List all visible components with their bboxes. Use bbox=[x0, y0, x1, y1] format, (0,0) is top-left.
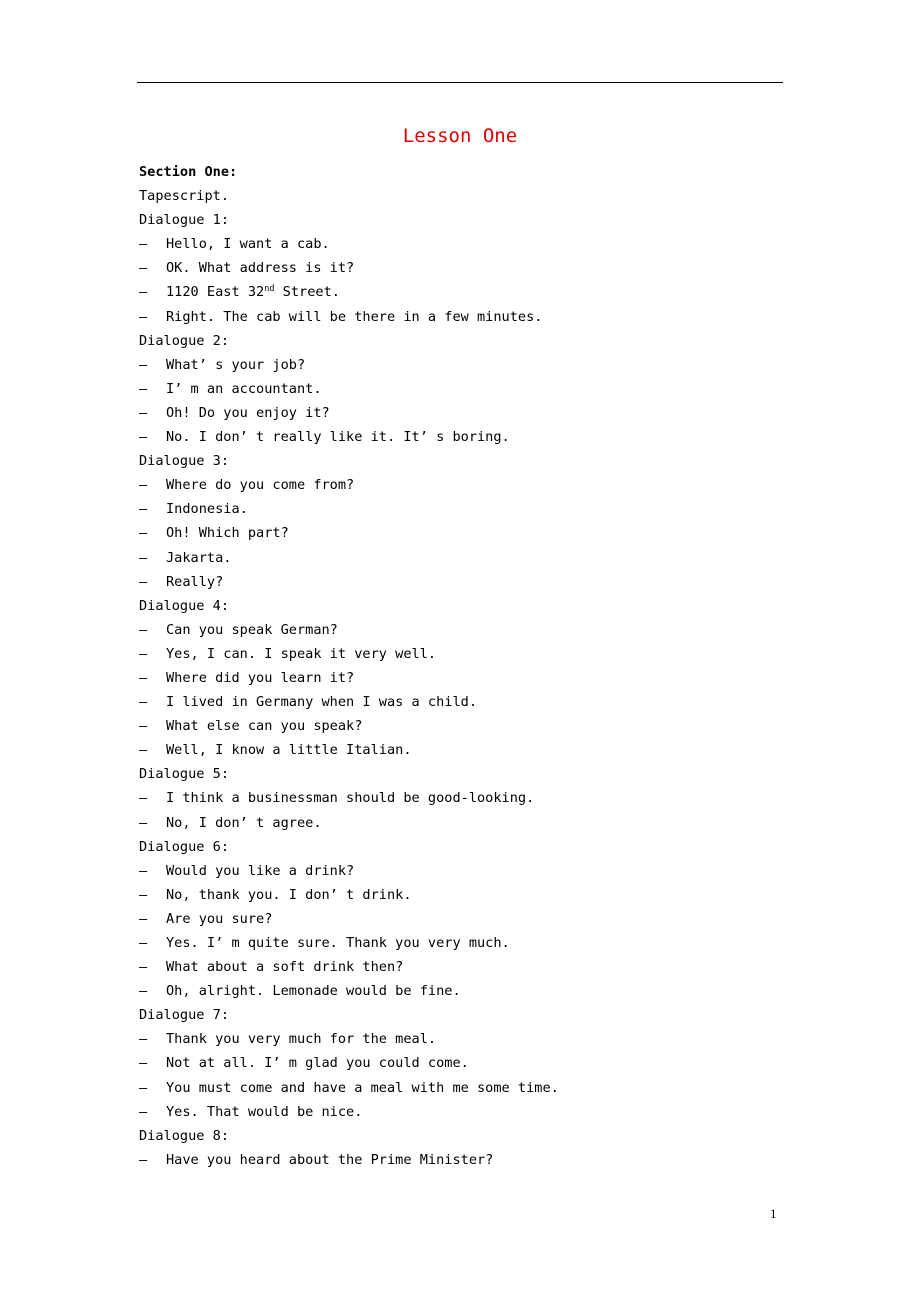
dialogue-text: Can you speak German? bbox=[166, 621, 338, 638]
dialogue-text: No, thank you. I don’ t drink. bbox=[166, 886, 412, 903]
dash-marker bbox=[139, 714, 166, 738]
dash-marker bbox=[139, 883, 166, 907]
dialogue-line bbox=[139, 666, 799, 690]
tapescript-label: Tapescript. bbox=[139, 188, 230, 205]
dialogue-label: Dialogue 2: bbox=[139, 332, 230, 349]
dash-marker bbox=[139, 1051, 166, 1075]
dash-marker bbox=[139, 473, 166, 497]
dialogue-text: You must come and have a meal with me some time. bbox=[166, 1079, 559, 1096]
dialogue-text: Where do you come from? bbox=[166, 477, 355, 494]
dialogue-label: Dialogue 5: bbox=[139, 766, 230, 783]
dialogue-text: What’ s your job? bbox=[166, 356, 306, 373]
dialogue-label: Dialogue 3: bbox=[139, 453, 230, 470]
dialogue-text: Oh! Which part? bbox=[166, 525, 289, 542]
dialogue-line bbox=[139, 232, 799, 256]
dialogue-line bbox=[139, 521, 799, 545]
dialogue-text: Yes. I’ m quite sure. Thank you very much. bbox=[166, 935, 510, 951]
section-heading: Section One: bbox=[139, 164, 238, 180]
dialogue-text: Well, I know a little Italian. bbox=[166, 742, 412, 759]
dialogue-text: Street. bbox=[274, 284, 340, 301]
dialogue-text: I’ m an accountant. bbox=[166, 380, 322, 397]
dialogue-text: Oh, alright. Lemonade would be fine. bbox=[166, 983, 461, 1000]
dialogue-text: Not at all. I’ m glad you could come. bbox=[166, 1055, 469, 1072]
dialogue-line bbox=[139, 305, 799, 329]
dialogue-label: Dialogue 8: bbox=[139, 1127, 230, 1144]
dash-marker bbox=[139, 690, 166, 714]
dash-marker bbox=[139, 377, 166, 401]
dash-marker bbox=[139, 931, 166, 955]
dash-marker bbox=[139, 955, 166, 979]
page-title: Lesson One bbox=[402, 125, 518, 147]
dash-marker bbox=[139, 497, 166, 521]
dash-marker bbox=[139, 401, 166, 425]
dialogue-text: Oh! Do you enjoy it? bbox=[166, 404, 330, 421]
dialogue-text: What about a soft drink then? bbox=[166, 959, 404, 976]
dialogue-text: Hello, I want a cab. bbox=[166, 236, 330, 253]
dialogue-line bbox=[139, 1076, 799, 1100]
dialogue-line bbox=[139, 738, 799, 762]
dialogue-line bbox=[139, 353, 799, 377]
dialogue-line bbox=[139, 570, 799, 594]
dialogue-line bbox=[139, 425, 799, 449]
tapescript-body bbox=[139, 160, 799, 1172]
dialogue-line bbox=[139, 497, 799, 521]
dialogue-text: Would you like a drink? bbox=[166, 862, 355, 879]
dialogue-text: Thank you very much for the meal. bbox=[166, 1031, 437, 1048]
dialogue-line bbox=[139, 1027, 799, 1051]
dialogue-label: Dialogue 4: bbox=[139, 597, 230, 614]
dialogue-line bbox=[139, 786, 799, 810]
dialogue-line bbox=[139, 690, 799, 714]
dialogue-line bbox=[139, 931, 799, 955]
dash-marker bbox=[139, 786, 166, 810]
ordinal-suffix: nd bbox=[264, 284, 275, 295]
dialogue-line bbox=[139, 883, 799, 907]
dialogue-text: Yes. That would be nice. bbox=[166, 1103, 363, 1120]
dialogue-line bbox=[139, 1148, 799, 1172]
dialogue-text: No. I don’ t really like it. It’ s boring. bbox=[166, 429, 510, 446]
dialogue-line bbox=[139, 859, 799, 883]
dialogue-text: No, I don’ t agree. bbox=[166, 814, 322, 831]
dialogue-text: I lived in Germany when I was a child. bbox=[166, 694, 477, 711]
dash-marker bbox=[139, 232, 166, 256]
dialogue-line bbox=[139, 618, 799, 642]
dash-marker bbox=[139, 738, 166, 762]
dialogue-line bbox=[139, 907, 799, 931]
dialogue-line bbox=[139, 401, 799, 425]
dialogue-text: OK. What address is it? bbox=[166, 260, 355, 277]
dash-marker bbox=[139, 521, 166, 545]
dialogue-line bbox=[139, 280, 799, 304]
dash-marker bbox=[139, 256, 166, 280]
dialogue-text: Are you sure? bbox=[166, 910, 273, 927]
dash-marker bbox=[139, 280, 166, 304]
header-rule bbox=[137, 82, 783, 83]
dialogue-text: I think a businessman should be good-looking. bbox=[166, 790, 535, 807]
dash-marker bbox=[139, 570, 166, 594]
dialogue-text: Right. The cab will be there in a few minutes. bbox=[166, 308, 543, 325]
dialogue-line bbox=[139, 714, 799, 738]
dialogue-label: Dialogue 7: bbox=[139, 1007, 230, 1024]
dash-marker bbox=[139, 666, 166, 690]
dialogue-text: Really? bbox=[166, 573, 224, 590]
dash-marker bbox=[139, 353, 166, 377]
dialogue-line bbox=[139, 811, 799, 835]
dialogue-text: What else can you speak? bbox=[166, 718, 363, 735]
dash-marker bbox=[139, 979, 166, 1003]
dialogue-text: Yes, I can. I speak it very well. bbox=[166, 645, 437, 662]
dialogue-text: 1120 East 32 bbox=[166, 284, 265, 301]
dialogue-line bbox=[139, 1051, 799, 1075]
dialogue-line bbox=[139, 546, 799, 570]
dialogue-line bbox=[139, 473, 799, 497]
dialogue-line bbox=[139, 955, 799, 979]
dash-marker bbox=[139, 546, 166, 570]
dash-marker bbox=[139, 859, 166, 883]
dialogue-text: Have you heard about the Prime Minister? bbox=[166, 1151, 494, 1168]
dialogue-line bbox=[139, 377, 799, 401]
dash-marker bbox=[139, 1100, 166, 1124]
dialogue-line bbox=[139, 979, 799, 1003]
dialogue-text: Jakarta. bbox=[166, 549, 232, 566]
dash-marker bbox=[139, 811, 166, 835]
dialogue-text: Where did you learn it? bbox=[166, 669, 355, 686]
dialogue-label: Dialogue 1: bbox=[139, 212, 230, 229]
dialogue-line bbox=[139, 642, 799, 666]
dash-marker bbox=[139, 305, 166, 329]
dialogue-line bbox=[139, 1100, 799, 1124]
dialogue-label: Dialogue 6: bbox=[139, 838, 230, 855]
dash-marker bbox=[139, 1027, 166, 1051]
dash-marker bbox=[139, 425, 166, 449]
dash-marker bbox=[139, 618, 166, 642]
dash-marker bbox=[139, 1076, 166, 1100]
page-number: 1 bbox=[770, 1206, 777, 1221]
dash-marker bbox=[139, 907, 166, 931]
dialogue-text: Indonesia. bbox=[166, 501, 248, 518]
dash-marker bbox=[139, 1148, 166, 1172]
dialogue-line bbox=[139, 256, 799, 280]
dash-marker bbox=[139, 642, 166, 666]
